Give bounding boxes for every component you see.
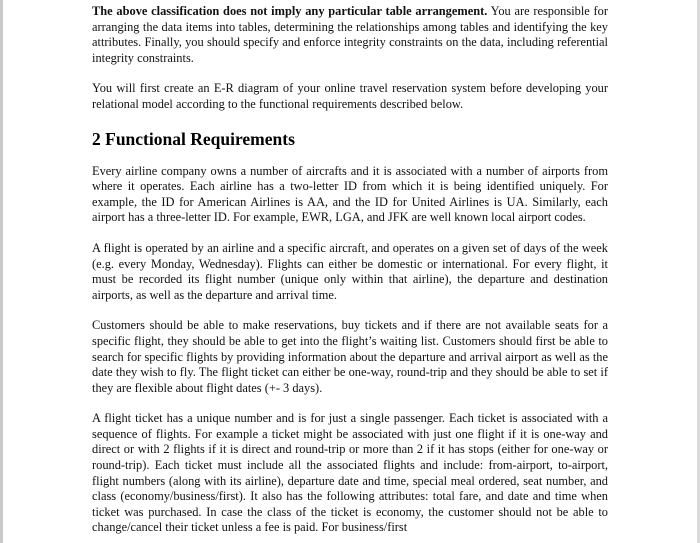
- airline-paragraph: Every airline company owns a number of aircrafts and it is associated with a number of airports from where it operates. Each airline has a two-letter ID from which it is being identified uniquely. For example, the ID for American Airlines is AA, and the ID for United Airlines is UA. Similarly, each airport has a three-letter ID. For example, EWR, LGA, and JFK are well known local airport codes.: [92, 163, 608, 225]
- page-edge-left: [0, 0, 3, 543]
- intro-text: You are responsible for arranging the data items into tables, determining the relationships among tables and identifying the key attributes. Finally, you should specify and enforce integrity constraints on the data, including referential integrity constraints.: [92, 4, 608, 65]
- intro-paragraph: [92, 4, 608, 66]
- flight-paragraph: A flight is operated by an airline and a specific aircraft, and operates on a given set of days of the week (e.g. every Monday, Wednesday). Flights can either be domestic or international. For every flight, it must be recorded its flight number (unique only within that airline), the departure and destination airports, as well as the departure and arrival time.: [92, 240, 608, 302]
- section-heading: 2 Functional Requirements: [92, 128, 295, 149]
- document-content: [92, 0, 608, 536]
- er-diagram-paragraph: You will first create an E-R diagram of your online travel reservation system before developing your relational model according to the functional requirements described below.: [92, 81, 608, 111]
- intro-bold-lead: The above classification does not imply any particular table arrangement.: [92, 4, 488, 18]
- ticket-paragraph: A flight ticket has a unique number and is for just a single passenger. Each ticket is associated with a sequence of flights. For example a ticket might be associated with just one flight if it is one-way and direct or with 2 flights if it is direct and round-trip or more than 2 if it has stops (either for one-way or round-trip). Each ticket must include all the associated flights and include: from-airport, to-airport, flight numbers (along with its airline), departure date and time, special meal ordered, seat number, and class (economy/business/first). It also has the following attributes: total fare, and date and time when ticket was purchased. In case the class of the ticket is economy, the customer should not be able to change/cancel their ticket unless a fee is paid. For business/first: [92, 411, 608, 535]
- customer-paragraph: Customers should be able to make reservations, buy tickets and if there are not available seats for a specific flight, they should be able to get into the flight’s waiting list. Customers should first be able to search for specific flights by providing information about the departure and arrival airport as well as the date they wish to fly. The flight ticket can either be one-way, round-trip and they should be able to set if they are flexible about flight dates (+- 3 days).: [92, 318, 608, 395]
